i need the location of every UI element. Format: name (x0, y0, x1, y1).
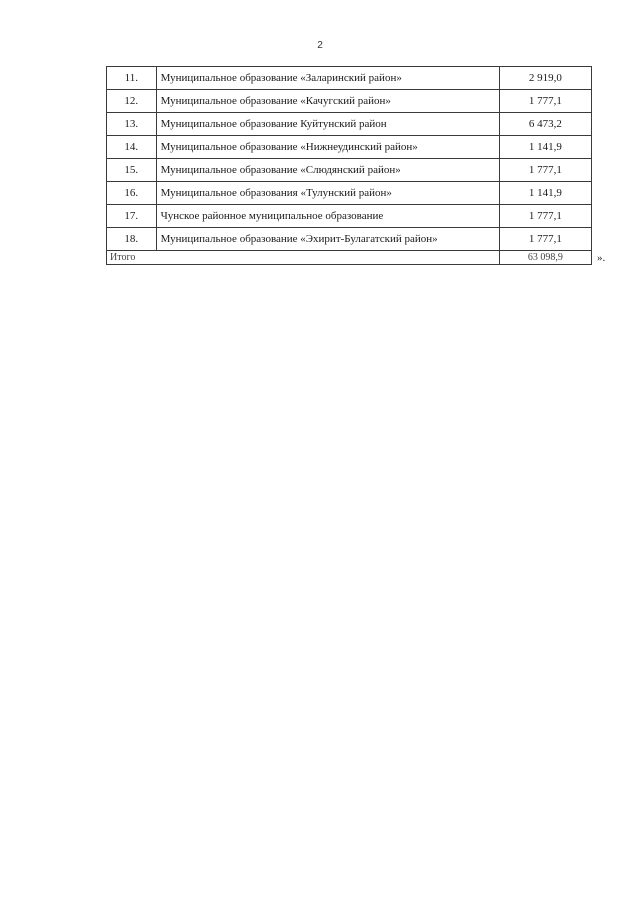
municipality-name: Муниципальное образование «Слюдянский район» (156, 159, 499, 182)
row-number: 14. (107, 136, 157, 159)
row-number: 12. (107, 90, 157, 113)
table-row (107, 67, 592, 90)
municipality-name: Муниципальное образование «Нижнеудинский район» (156, 136, 499, 159)
amount-cell: 1 141,9 (499, 182, 591, 205)
table-row (107, 90, 592, 113)
municipality-name: Муниципальное образование «Эхирит-Булагатский район» (156, 228, 499, 251)
table-row (107, 159, 592, 182)
amount-cell: 1 777,1 (499, 228, 591, 251)
row-number: 15. (107, 159, 157, 182)
table-row (107, 228, 592, 251)
closing-quote-mark: ». (597, 252, 606, 264)
amount-cell: 1 777,1 (499, 90, 591, 113)
municipality-name: Муниципальное образование Куйтунский район (156, 113, 499, 136)
amount-cell: 1 777,1 (499, 159, 591, 182)
total-amount: 63 098,9 (499, 251, 591, 265)
amount-cell: 1 777,1 (499, 205, 591, 228)
amount-cell: 2 919,0 (499, 67, 591, 90)
table-row (107, 136, 592, 159)
municipality-name: Муниципальное образования «Тулунский район» (156, 182, 499, 205)
total-label: Итого (107, 251, 500, 265)
municipality-name: Муниципальное образование «Качугский район» (156, 90, 499, 113)
row-number: 17. (107, 205, 157, 228)
amount-cell: 6 473,2 (499, 113, 591, 136)
page-number: 2 (317, 40, 323, 51)
allocation-table (106, 66, 592, 265)
municipality-name: Муниципальное образование «Заларинский район» (156, 67, 499, 90)
row-number: 13. (107, 113, 157, 136)
total-row (107, 251, 592, 265)
table-row (107, 205, 592, 228)
row-number: 11. (107, 67, 157, 90)
amount-cell: 1 141,9 (499, 136, 591, 159)
table-row (107, 182, 592, 205)
row-number: 18. (107, 228, 157, 251)
municipality-name: Чунское районное муниципальное образование (156, 205, 499, 228)
row-number: 16. (107, 182, 157, 205)
table-row (107, 113, 592, 136)
